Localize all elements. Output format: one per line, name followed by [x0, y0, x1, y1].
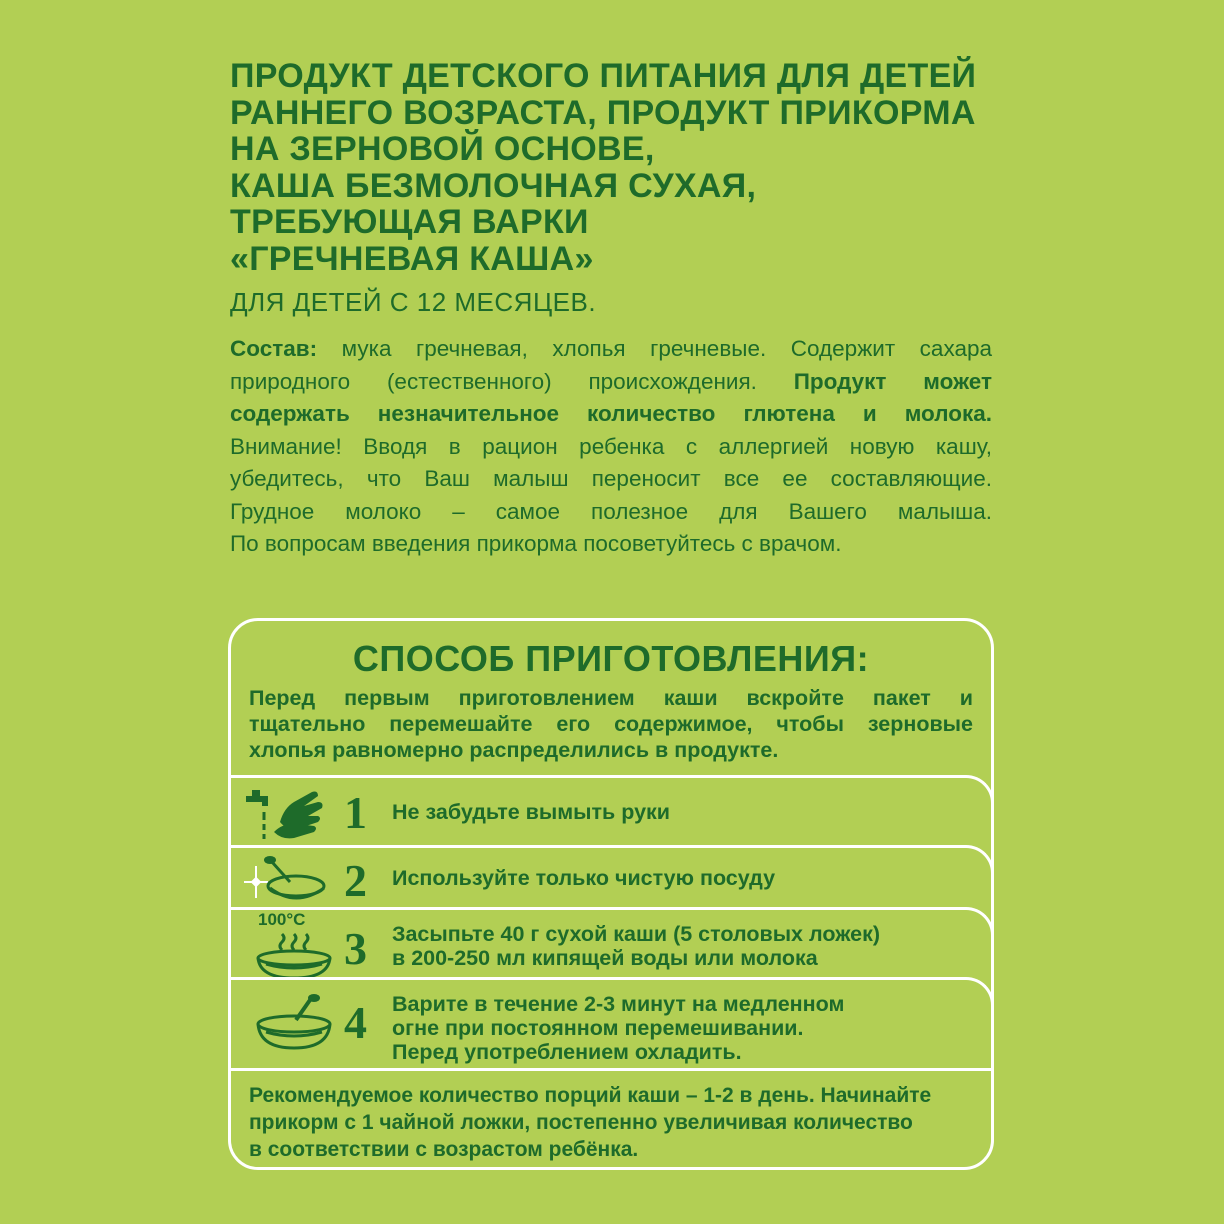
- warning-line: убедитесь, что Ваш малыш переносит все ее составляющие.: [230, 466, 992, 491]
- preparation-intro: [249, 685, 973, 763]
- divider: [228, 1068, 994, 1071]
- recommendation-text: [249, 1082, 975, 1163]
- hand-wash-icon: [242, 788, 328, 844]
- composition-line: природного (естественного) происхождения. Продукт может: [230, 368, 992, 394]
- step-text: Засыпьте 40 г сухой каши (5 столовых ложек) в 200-250 мл кипящей воды или молока: [392, 922, 881, 970]
- step-row-4: [228, 977, 994, 1068]
- step-text: Не забудьте вымыть руки: [392, 800, 671, 824]
- preparation-box: [228, 618, 994, 1170]
- step-number: 4: [344, 997, 367, 1048]
- step-row-3: [228, 907, 994, 977]
- composition-block: [230, 333, 992, 561]
- age-label: ДЛЯ ДЕТЕЙ С 12 МЕСЯЦЕВ.: [230, 287, 597, 317]
- stirring-bowl-icon: [252, 994, 338, 1056]
- temperature-label: 100°C: [258, 910, 306, 929]
- step-text: Используйте только чистую посуду: [392, 866, 776, 890]
- composition-label: Состав:: [230, 336, 318, 361]
- title-line: ПРОДУКТ ДЕТСКОГО ПИТАНИЯ ДЛЯ ДЕТЕЙ: [230, 57, 977, 95]
- title-line: НА ЗЕРНОВОЙ ОСНОВЕ,: [230, 130, 655, 168]
- composition-line: Состав: мука гречневая, хлопья гречневые. Содержит сахара: [230, 336, 992, 361]
- clean-dish-icon: [242, 852, 328, 908]
- step-row-2: [228, 845, 994, 907]
- step-number: 2: [344, 855, 367, 906]
- product-title: [230, 58, 990, 277]
- step-number: 3: [344, 923, 367, 974]
- title-line: РАННЕГО ВОЗРАСТА, ПРОДУКТ ПРИКОРМА: [230, 93, 976, 132]
- warning-line: Грудное молоко – самое полезное для Вашего малыша.: [230, 498, 992, 524]
- recommendation-line: в соответствии с возрастом ребёнка.: [249, 1138, 639, 1161]
- title-line: «ГРЕЧНЕВАЯ КАША»: [230, 239, 594, 278]
- title-line: КАША БЕЗМОЛОЧНАЯ СУХАЯ,: [230, 166, 757, 205]
- step-number: 1: [344, 787, 367, 838]
- warning-line: Внимание! Вводя в рацион ребенка с аллергией новую кашу,: [230, 433, 992, 459]
- warning-line: По вопросам введения прикорма посоветуйтесь с врачом.: [230, 531, 842, 556]
- recommendation-line: Рекомендуемое количество порций каши – 1-2 в день. Начинайте: [249, 1084, 932, 1107]
- title-line: ТРЕБУЮЩАЯ ВАРКИ: [230, 203, 589, 241]
- step-text: Варите в течение 2-3 минут на медленном огне при постоянном перемешивании. Перед употреблением охладить.: [392, 992, 845, 1064]
- step-row-1: [228, 775, 994, 845]
- intro-line: тщательно перемешайте его содержимое, чтобы зерновые: [249, 712, 973, 736]
- preparation-title: СПОСОБ ПРИГОТОВЛЕНИЯ:: [352, 638, 870, 679]
- boiling-bowl-icon: [252, 930, 338, 980]
- recommendation-line: прикорм с 1 чайной ложки, постепенно увеличивая количество: [249, 1111, 913, 1134]
- intro-line: Перед первым приготовлением каши вскройте пакет и: [249, 686, 973, 710]
- composition-line: содержать незначительное количество глютена и молока.: [230, 401, 992, 426]
- intro-line: хлопья равномерно распределились в продукте.: [249, 738, 779, 762]
